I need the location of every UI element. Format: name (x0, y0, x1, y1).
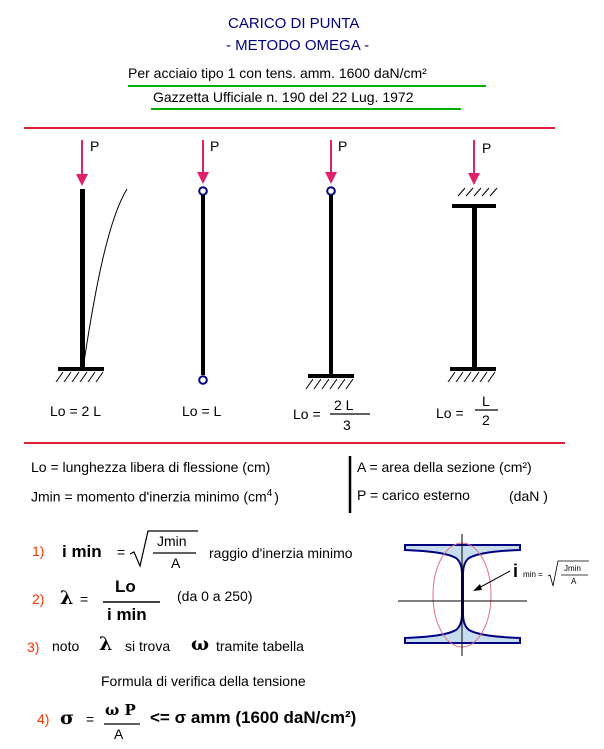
step-4-num: ω P (105, 701, 136, 719)
step-2-num: Lo (115, 577, 136, 596)
step-4-den: A (114, 726, 124, 742)
column-fixed-fixed (448, 140, 497, 382)
legend-load: P = carico esterno (357, 487, 470, 503)
gazette-reference: Gazzetta Ufficiale n. 190 del 22 Lug. 1972 (153, 89, 414, 105)
steel-spec: Per acciaio tipo 1 con tens. amm. 1600 daN/cm² (128, 65, 427, 81)
lo-formula-4-prefix: Lo = (436, 405, 464, 421)
page-subtitle: - METODO OMEGA - (226, 37, 370, 54)
step-1-eq: = (117, 544, 126, 560)
step-1-desc: raggio d'inerzia minimo (209, 545, 353, 561)
lo-formula-2: Lo = L (182, 403, 222, 419)
i-beam-section (398, 534, 527, 656)
column-fixed-free (56, 140, 127, 382)
section-label-sub: min = (523, 570, 543, 579)
load-label-2: P (210, 138, 220, 154)
load-label-3: P (338, 138, 348, 154)
load-label-1: P (90, 138, 100, 154)
legend-jmin-exp: 4 (266, 488, 273, 499)
step-1-lhs: i min (62, 542, 102, 561)
step-4-rhs: <= σ amm (1600 daN/cm²) (150, 708, 357, 727)
column-pinned-pinned (197, 140, 209, 384)
section-label-num: Jmin (564, 564, 581, 573)
step-1-num: Jmin (157, 533, 187, 549)
legend-area: A = area della sezione (cm²) (357, 459, 532, 475)
legend-lo: Lo = lunghezza libera di flessione (cm) (31, 459, 271, 475)
formula-title: Formula di verifica della tensione (101, 673, 306, 689)
legend-jmin: Jmin = momento d'inerzia minimo ($cm^4$ ) (31, 488, 279, 505)
step-2-eq: = (80, 591, 89, 607)
step-3-lambda: λ (99, 633, 113, 655)
step-3-text-a: noto (52, 638, 80, 654)
step-3-omega: ω (191, 633, 210, 655)
column-fixed-pinned (306, 140, 354, 389)
page-title: CARICO DI PUNTA (228, 15, 360, 32)
step-2-range: (da 0 a 250) (177, 588, 253, 604)
section-label-i: i (513, 561, 519, 581)
step-1-number: 1) (32, 543, 45, 559)
lo-formula-3-prefix: Lo = (293, 406, 321, 422)
lo-formula-4-num: L (482, 393, 490, 409)
step-1-den: A (171, 555, 181, 571)
step-2-number: 2) (32, 591, 45, 607)
step-2-lambda: λ (60, 587, 74, 609)
step-2-den: i min (107, 605, 147, 624)
step-4-sigma: σ (60, 707, 75, 729)
step-3-text-b: si trova (125, 638, 171, 654)
step-3-number: 3) (27, 639, 40, 655)
legend-load-unit: (daN ) (509, 488, 548, 504)
step-3-text-c: tramite tabella (216, 638, 304, 654)
step-4-number: 4) (37, 711, 50, 727)
load-label-4: P (482, 140, 492, 156)
lo-formula-1: Lo = 2 L (50, 403, 101, 419)
step-4-eq: = (86, 711, 95, 727)
section-label-den: A (571, 577, 577, 586)
lo-formula-3-num: 2 L (334, 397, 354, 413)
lo-formula-3-den: 3 (343, 417, 351, 433)
lo-formula-4-den: 2 (482, 412, 490, 428)
